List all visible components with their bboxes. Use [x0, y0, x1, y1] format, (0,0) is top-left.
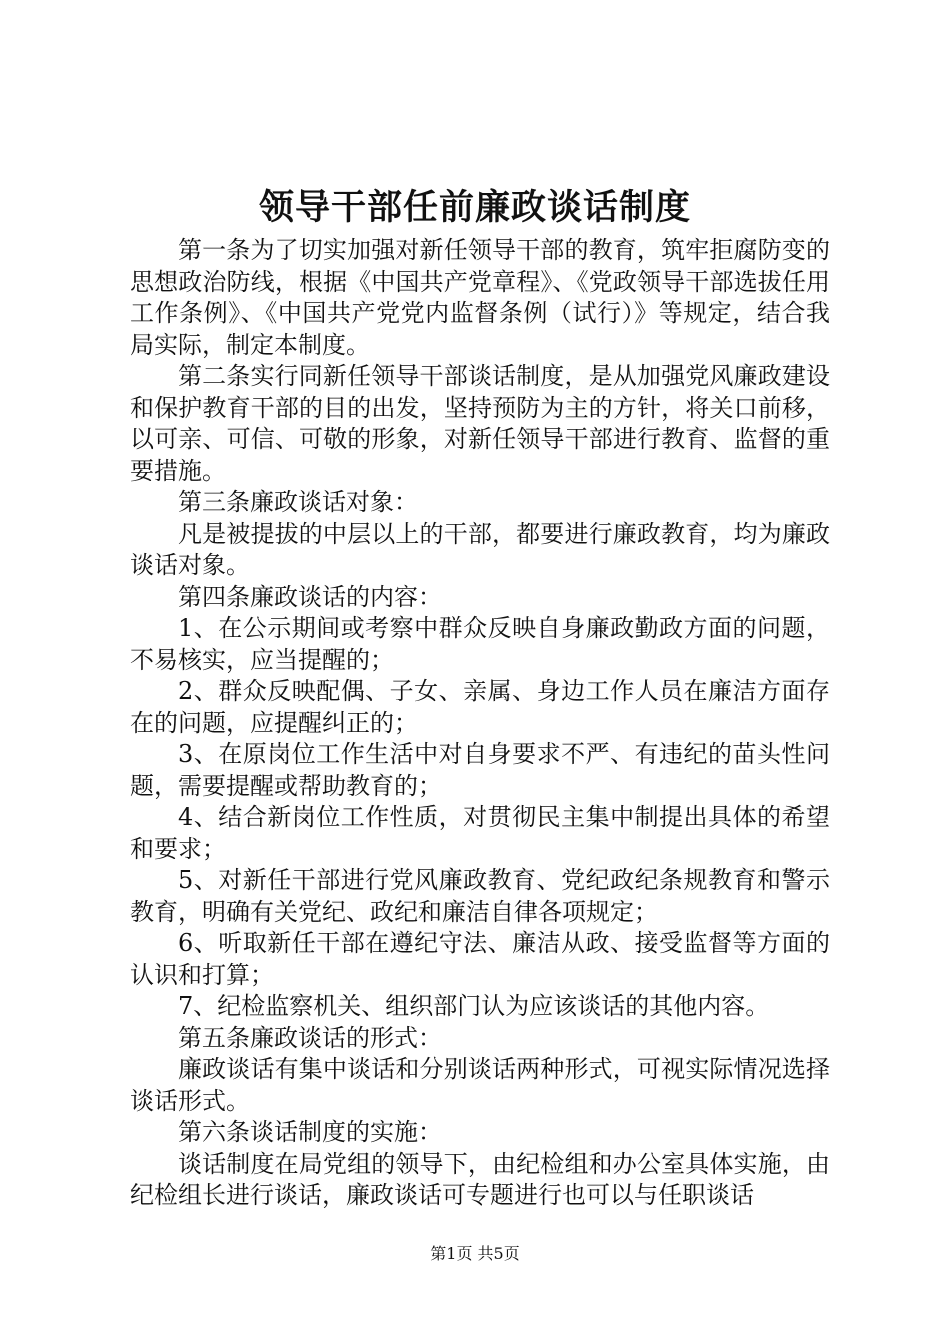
- document-body: [130, 235, 830, 1212]
- paragraph-9: 4、结合新岗位工作性质，对贯彻民主集中制提出具体的希望和要求；: [130, 803, 830, 863]
- document-title: 领导干部任前廉政谈话制度: [258, 187, 691, 228]
- paragraph-13: 第五条廉政谈话的形式：: [178, 1023, 442, 1052]
- paragraph-11: 6、听取新任干部在遵纪守法、廉洁从政、接受监督等方面的认识和打算；: [130, 929, 830, 989]
- paragraph-15: 第六条谈话制度的实施：: [178, 1118, 442, 1146]
- paragraph-4: 凡是被提拔的中层以上的干部，都要进行廉政教育，均为廉政谈话对象。: [130, 519, 830, 579]
- paragraph-12: 7、纪检监察机关、组织部门认为应该谈话的其他内容。: [178, 992, 770, 1020]
- paragraph-10: 5、对新任干部进行党风廉政教育、党纪政纪条规教育和警示教育，明确有关党纪、政纪和廉洁自律各项规定；: [130, 866, 830, 926]
- paragraph-3: 第三条廉政谈话对象：: [178, 488, 418, 516]
- paragraph-14: 廉政谈话有集中谈话和分别谈话两种形式，可视实际情况选择谈话形式。: [130, 1055, 830, 1115]
- paragraph-2: 第二条实行同新任领导干部谈话制度，是从加强党风廉政建设和保护教育干部的目的出发，坚持预防为主的方针，将关口前移，以可亲、可信、可敬的形象，对新任领导干部进行教育、监督的重要措施。: [130, 362, 830, 485]
- paragraph-7: 2、群众反映配偶、子女、亲属、身边工作人员在廉洁方面存在的问题，应提醒纠正的；: [130, 677, 830, 737]
- paragraph-8: 3、在原岗位工作生活中对自身要求不严、有违纪的苗头性问题，需要提醒或帮助教育的；: [130, 740, 830, 800]
- paragraph-1: 第一条为了切实加强对新任领导干部的教育，筑牢拒腐防变的思想政治防线，根据《中国共产党章程》、《党政领导干部选拔任用工作条例》、《中国共产党党内监督条例（试行）》等规定，结合我局实际，制定本制度。: [130, 236, 830, 359]
- page-footer: 第1页 共5页: [430, 1244, 520, 1263]
- paragraph-6: 1、在公示期间或考察中群众反映自身廉政勤政方面的问题，不易核实，应当提醒的；: [130, 614, 830, 674]
- paragraph-16: 谈话制度在局党组的领导下，由纪检组和办公室具体实施，由纪检组长进行谈话，廉政谈话可专题进行也可以与任职谈话: [130, 1149, 830, 1209]
- paragraph-5: 第四条廉政谈话的内容：: [178, 582, 442, 611]
